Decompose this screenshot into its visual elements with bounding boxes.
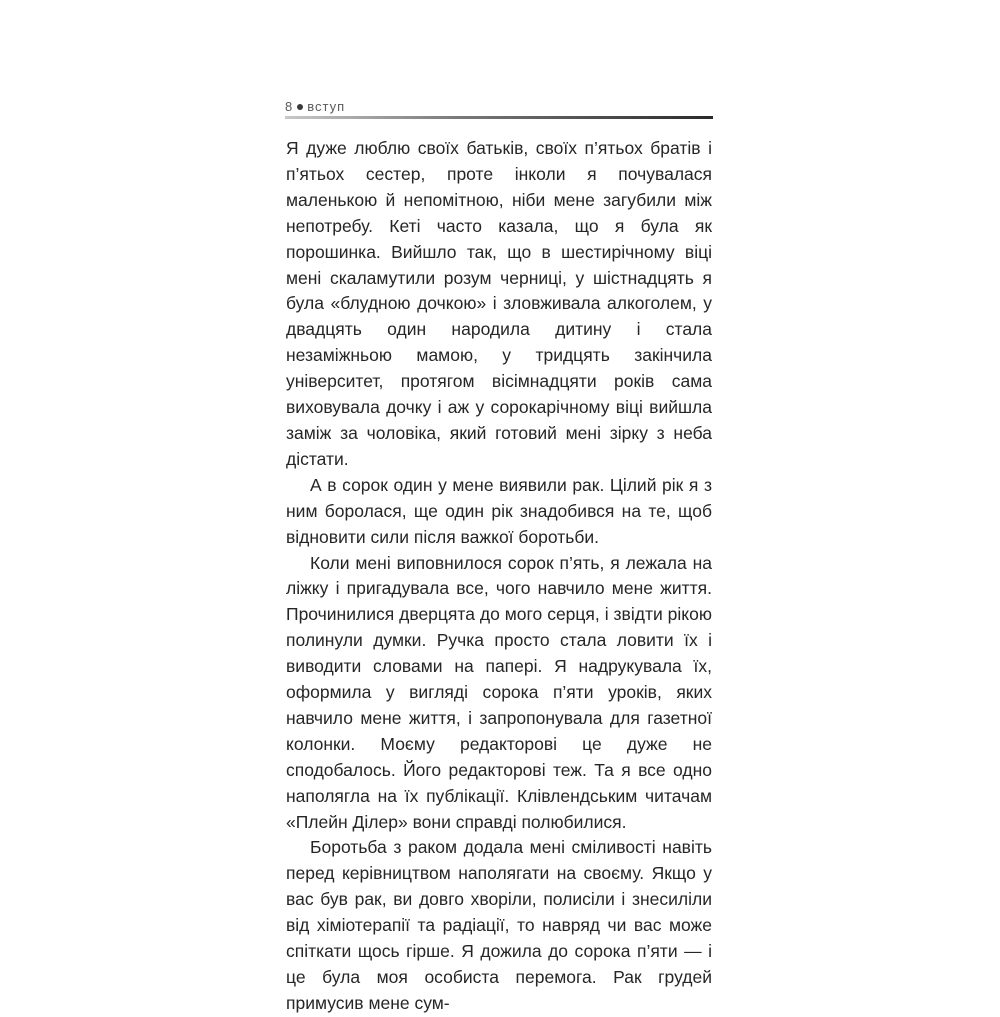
paragraph-2: А в сорок один у мене виявили рак. Цілий рік я з ним боролася, ще один рік знадобився на те, щоб відновити сили після важкої боротьби. [286,474,712,547]
body-text [286,136,712,1017]
paragraph-3: Коли мені виповнилося сорок п’ять, я лежала на ліжку і пригадувала все, чого навчило мене життя. Прочинилися дверцята до мого серця, і звідти рікою полинули думки. Ручка просто стала ловити їх і виводити словами на папері. Я надрукувала їх, оформила у вигляді сорока п’яти уроків, яких навчило мене життя, і запропонувала для газетної колонки. Моєму редакторові це дуже не сподобалось. Його редакторові теж. Та я все одно наполягла на їх публікації. Клівлендським читачам «Плейн Ділер» вони справді полюбилися. [286,552,712,832]
paragraph-1: Я дуже люблю своїх батьків, своїх п’ятьох братів і п’ятьох сестер, проте інколи я почувалася маленькою й непомітною, ніби мене загубили між непотребу. Кеті часто казала, що я була як порошинка. Вийшло так, що в шестирічному віці мені скаламутили розум черниці, у шістнадцять я була «блудною дочкою» і зловживала алкоголем, у двадцять один народила дитину і стала незаміжньою мамою, у тридцять закінчила університет, протягом вісімнадцяти років сама виховувала дочку і аж у сорокарічному віці вийшла заміж за чоловіка, який готовий мені зірку з неба дістати. [286,138,712,469]
running-header [285,98,713,124]
header-text [285,99,345,115]
section-title: вступ [307,99,346,114]
page-number: 8 [285,99,294,114]
paragraph-4: Боротьба з раком додала мені сміливості навіть перед керівництвом наполягати на своєму. Якщо у вас був рак, ви довго хворіли, полисіли і знесиліли від хіміотерапії та радіації, то навряд чи вас може спіткати щось гірше. Я дожила до сорока п’яти — і це була моя особиста перемога. Рак грудей примусив мене сум- [286,837,712,1013]
bullet-separator [297,104,303,110]
header-rule [285,116,713,119]
